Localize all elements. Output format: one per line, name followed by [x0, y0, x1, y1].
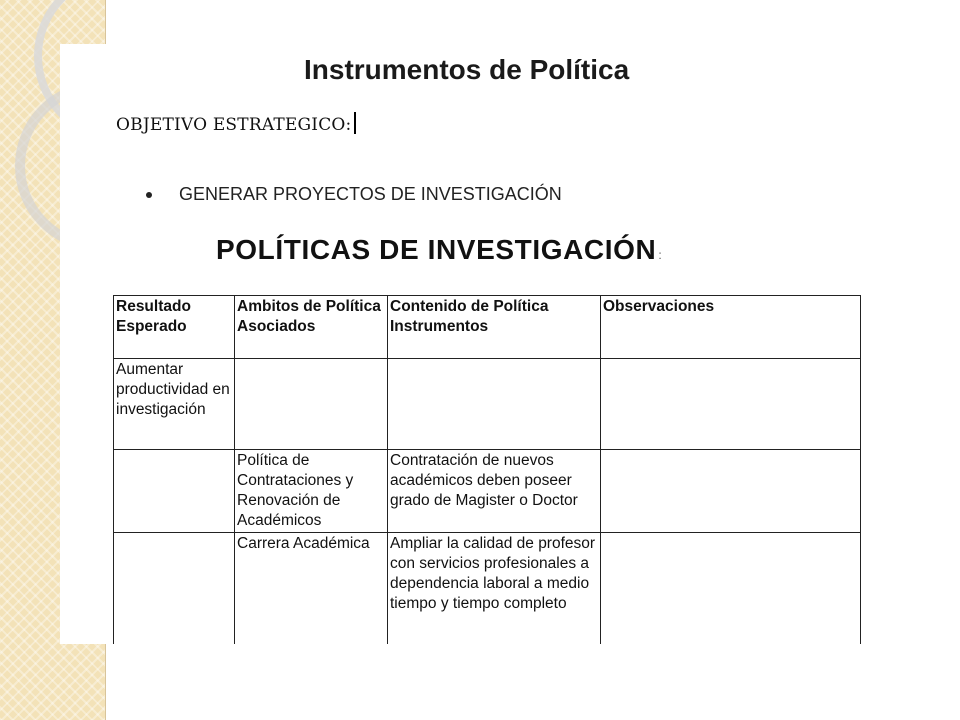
table-cell: [601, 359, 861, 450]
slide-title: Instrumentos de Política: [304, 54, 630, 85]
table-cell: [388, 359, 601, 450]
table-cell: Política de Contrataciones y Renovación de Académicos: [235, 450, 388, 533]
section-heading-colon: :: [658, 248, 663, 262]
table-cell: Aumentar productividad en investigación: [114, 359, 235, 450]
table-cell: Contratación de nuevos académicos deben poseer grado de Magister o Doctor: [388, 450, 601, 533]
header-observaciones: Observaciones: [601, 296, 861, 359]
table-cell: [235, 359, 388, 450]
table-cell: Ampliar la calidad de profesor con servicios profesionales a dependencia laboral a medio tiempo y tiempo completo: [388, 533, 601, 645]
policy-table: [113, 295, 861, 644]
header-ambitos-politica: Ambitos de Política Asociados: [235, 296, 388, 359]
table-row: [114, 533, 861, 645]
table-cell: [601, 450, 861, 533]
objective-label-text: OBJETIVO ESTRATEGICO:: [116, 115, 352, 135]
header-contenido-politica: Contenido de Política Instrumentos: [388, 296, 601, 359]
header-resultado-esperado: Resultado Esperado: [114, 296, 235, 359]
objective-label: [116, 112, 356, 135]
table-cell: [114, 450, 235, 533]
table-header-row: [114, 296, 861, 359]
text-cursor: [354, 112, 356, 134]
bullet-item: [146, 184, 562, 205]
table-row: [114, 450, 861, 533]
table-cell: [601, 533, 861, 645]
section-heading: [216, 234, 662, 266]
table-cell: Carrera Académica: [235, 533, 388, 645]
table-cell: [114, 533, 235, 645]
bullet-dot-icon: [146, 192, 152, 198]
slide-content-panel: [60, 44, 900, 644]
section-heading-text: POLÍTICAS DE INVESTIGACIÓN: [216, 234, 657, 265]
bullet-text: GENERAR PROYECTOS DE INVESTIGACIÓN: [179, 184, 562, 204]
table-row: [114, 359, 861, 450]
